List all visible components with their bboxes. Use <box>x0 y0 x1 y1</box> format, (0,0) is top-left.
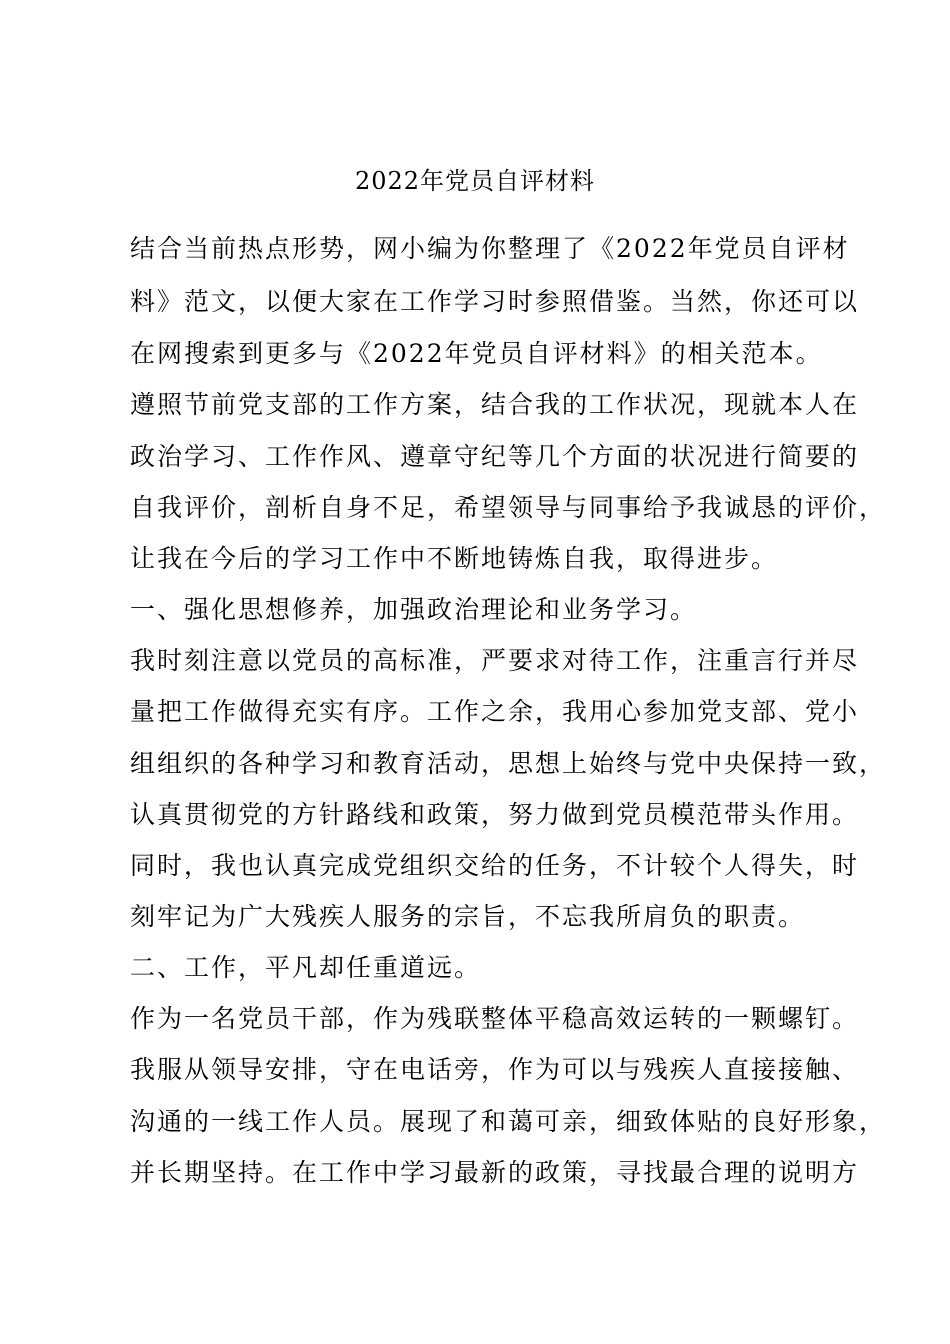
text-line: 政治学习、工作作风、遵章守纪等几个方面的状况进行简要的 <box>130 442 860 471</box>
text-line: 在网搜索到更多与《2022年党员自评材料》的相关范本。 <box>130 339 823 368</box>
text-line: 自我评价，剖析自身不足，希望领导与同事给予我诚恳的评价， <box>130 493 887 522</box>
text-line: 组组织的各种学习和教育活动，思想上始终与党中央保持一致， <box>130 749 887 778</box>
text-line: 作为一名党员干部，作为残联整体平稳高效运转的一颗螺钉。 <box>130 1004 860 1033</box>
document-title: 2022年党员自评材料 <box>354 167 596 195</box>
text-line: 认真贯彻党的方针路线和政策，努力做到党员模范带头作用。 <box>130 800 860 829</box>
text-line: 并长期坚持。在工作中学习最新的政策，寻找最合理的说明方 <box>130 1158 860 1187</box>
section-heading: 二、工作，平凡却任重道远。 <box>130 953 482 982</box>
text-line: 刻牢记为广大残疾人服务的宗旨，不忘我所肩负的职责。 <box>130 902 806 931</box>
text-line: 让我在今后的学习工作中不断地铸炼自我，取得进步。 <box>130 544 779 573</box>
text-line: 量把工作做得充实有序。工作之余，我用心参加党支部、党小 <box>130 697 860 726</box>
text-line: 同时，我也认真完成党组织交给的任务，不计较个人得失，时 <box>130 851 860 880</box>
text-line: 结合当前热点形势，网小编为你整理了《2022年党员自评材 <box>130 234 850 263</box>
text-line: 我服从领导安排，守在电话旁，作为可以与残疾人直接接触、 <box>130 1055 860 1084</box>
text-line: 料》范文，以便大家在工作学习时参照借鉴。当然，你还可以 <box>130 287 860 316</box>
text-line: 我时刻注意以党员的高标准，严要求对待工作，注重言行并尽 <box>130 646 860 675</box>
section-heading: 一、强化思想修养，加强政治理论和业务学习。 <box>130 595 698 624</box>
text-line: 遵照节前党支部的工作方案，结合我的工作状况，现就本人在 <box>130 390 860 419</box>
text-line: 沟通的一线工作人员。展现了和蔼可亲，细致体贴的良好形象， <box>130 1107 887 1136</box>
